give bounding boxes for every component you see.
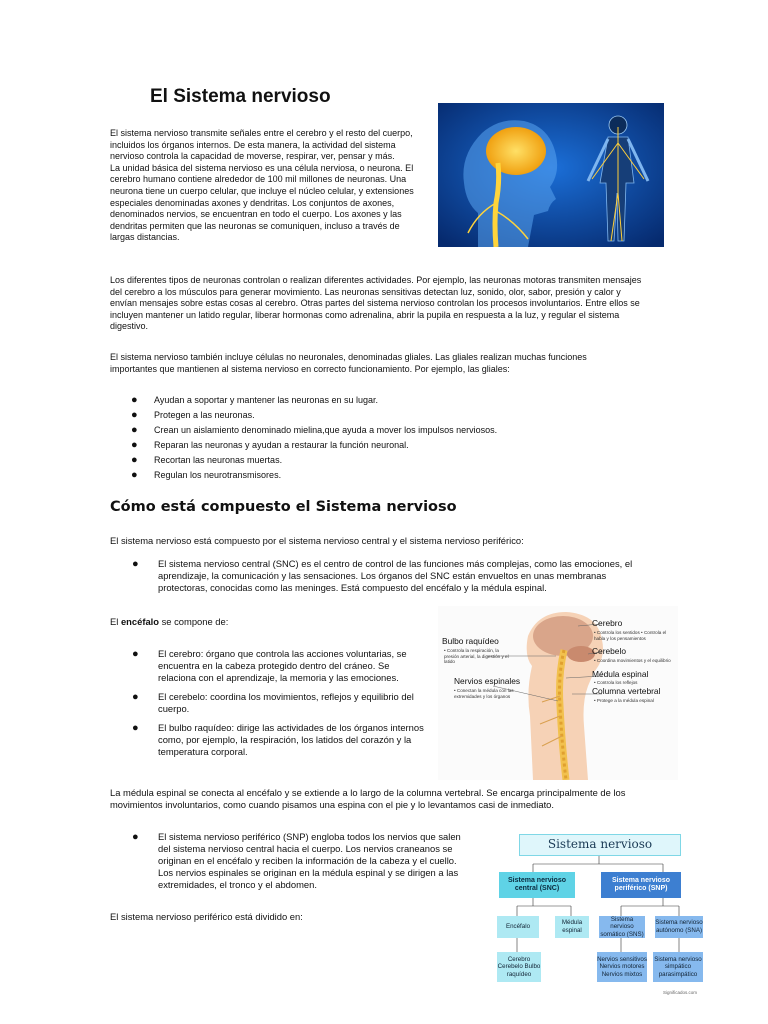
encefalo-term: encéfalo <box>120 616 159 627</box>
snp-list <box>130 831 474 898</box>
map-sns: Sistema nervioso somático (SNS) <box>600 915 644 938</box>
label-bulbo: Bulbo raquídeo <box>442 636 499 646</box>
list-item: ● Ayudan a soportar y mantener las neuronas en su lugar. <box>131 394 378 406</box>
label-nervios: Nervios espinales <box>454 676 521 686</box>
map-root: Sistema nervioso <box>519 834 681 856</box>
spine-diagram <box>438 606 678 780</box>
nervous-system-image <box>438 103 664 247</box>
label-medula: Médula espinal <box>592 669 649 679</box>
snc-list <box>130 558 640 601</box>
list-item: ● El sistema nervioso central (SNC) es el centro de control de las funciones más complejas, como las emociones, el aprendizaje, la comunicación y las sensaciones. Los órganos del SNC están envueltos en unas membranas protectoras, conocidas como las meninges. Está compuesto del encéfalo y la médula espinal. <box>132 558 633 593</box>
label-medula-sub: • Controla los reflejos <box>594 680 638 685</box>
list-item: ● Protegen a las neuronas. <box>131 409 255 421</box>
list-item: ● El cerebelo: coordina los movimientos, reflejos y equilibrio del cuerpo. <box>132 691 414 714</box>
label-cerebro-sub: • Controla los sentidos • Controla el habla y los pensamientos <box>594 630 667 641</box>
label-bulbo-sub: • Controla la respiración, la presión arterial, la digestión y el latido <box>444 648 509 665</box>
list-item: ● Reparan las neuronas y ayudan a restaurar la función neuronal. <box>131 439 409 451</box>
label-columna: Columna vertebral <box>592 686 661 696</box>
nervous-system-illustration <box>438 103 664 247</box>
list-item: ● Crean un aislamiento denominado mielina,que ayuda a mover los impulsos nerviosos. <box>131 424 498 436</box>
paragraph-1: El sistema nervioso transmite señales entre el cerebro y el resto del cuerpo, incluidos los órganos internos. De esta manera, la actividad del sistema nervioso controla la capacidad de moverse, respirar, ver, pensar y más. <box>110 128 413 162</box>
map-snc: Sistema nervioso central (SNC) <box>499 872 575 898</box>
map-encefalo: Encéfalo <box>497 916 539 938</box>
encefalo-list <box>130 648 428 765</box>
encefalo-intro: El encéfalo se compone de: <box>110 616 229 627</box>
paragraph-2: La unidad básica del sistema nervioso es una célula nerviosa, o neurona. El cerebro humano contiene alrededor de 100 mil millones de neuronas. Una neurona tiene un cuerpo celular, que incluye el núcleo celular, y extensiones especiales denominadas axones y dendritas. Los conjuntos de axones, denominados nervios, se encuentran en todo el cuerpo. Los axones y las dendritas permiten que las neuronas se comuniquen, incluso a través de largas distancias. <box>110 162 414 243</box>
section-heading: Cómo está compuesto el Sistema nervioso <box>110 499 457 515</box>
list-item: ● El cerebro: órgano que controla las acciones voluntarias, se encuentra en la cabeza protegido dentro del cráneo. Se relaciona con el aprendizaje, la memoria y las emociones. <box>132 648 407 683</box>
nervous-system-concept-map <box>493 828 705 1000</box>
paragraph-7: El sistema nervioso periférico está dividido en: <box>110 911 303 922</box>
map-credit: Significados.com <box>663 990 698 995</box>
list-item: ● Regulan los neurotransmisores. <box>131 469 282 481</box>
paragraph-4: El sistema nervioso también incluye células no neuronales, denominadas gliales. Las gliales realizan muchas funciones importantes que mantienen al sistema nervioso en correcto funcionamiento. Por ejemplo, las gliales: <box>110 352 587 374</box>
intro-paragraph <box>110 128 422 244</box>
paragraph-5: El sistema nervioso está compuesto por el sistema nervioso central y el sistema nervioso periférico: <box>110 535 524 546</box>
glia-list <box>128 393 628 483</box>
page-title: El Sistema nervioso <box>150 86 331 107</box>
map-encefalo-parts: Cerebro Cerebelo Bulbo raquídeo <box>497 952 541 982</box>
label-columna-sub: • Protege a la médula espinal <box>594 698 654 703</box>
list-item: ● El bulbo raquídeo: dirige las actividades de los órganos internos como, por ejemplo, la respiración, los latidos del corazón y la temperatura corporal. <box>132 722 424 757</box>
paragraph-3: Los diferentes tipos de neuronas controlan o realizan diferentes actividades. Por ejemplo, las neuronas motoras transmiten mensajes del cerebro a los músculos para generar movimiento. Las neuronas sensitivas detectan luz, sonido, olor, sabor, presión y calor y envían mensajes sobre estas cosas al cerebro. Otras partes del sistema nervioso controlan los procesos involuntarios. Entre ellos se incluyen mantener un latido regular, liberar hormonas como adrenalina, abrir la pupila en respuesta a la luz, y regular el sistema digestivo. <box>110 275 642 332</box>
label-cerebelo-sub: • Coordina movimientos y el equilibrio <box>594 658 671 663</box>
map-medula: Médula espinal <box>555 916 589 938</box>
paragraph-6: La médula espinal se conecta al encéfalo y se extiende a lo largo de la columna vertebral. Se encarga principalmente de los movimientos involuntarios, como cuando pisamos una espina con el pie y lo levantamos casi de inmediato. <box>110 787 626 810</box>
map-snp: Sistema nervioso periférico (SNP) <box>601 872 681 898</box>
label-cerebelo: Cerebelo <box>592 646 626 656</box>
label-nervios-sub: • Conectan la médula con las extremidades y los órganos <box>454 688 514 699</box>
list-item: ● El sistema nervioso periférico (SNP) engloba todos los nervios que salen del sistema nervioso central hacia el cuerpo. Los nervios craneanos se originan en el encéfalo y reciben la información de la cabeza y el cuello. Los nervios espinales se originan en la médula espinal y se dirigen a las extremidades, el tronco y el abdomen. <box>132 831 461 890</box>
list-item: ● Recortan las neuronas muertas. <box>131 454 283 466</box>
label-cerebro: Cerebro <box>592 618 623 628</box>
map-sna-parts: Sistema nervioso simpático parasimpático <box>653 952 703 982</box>
map-sns-parts: Nervios sensitivos Nervios motores Nervios mixtos <box>597 952 647 982</box>
map-sna: Sistema nervioso autónomo (SNA) <box>655 916 703 938</box>
